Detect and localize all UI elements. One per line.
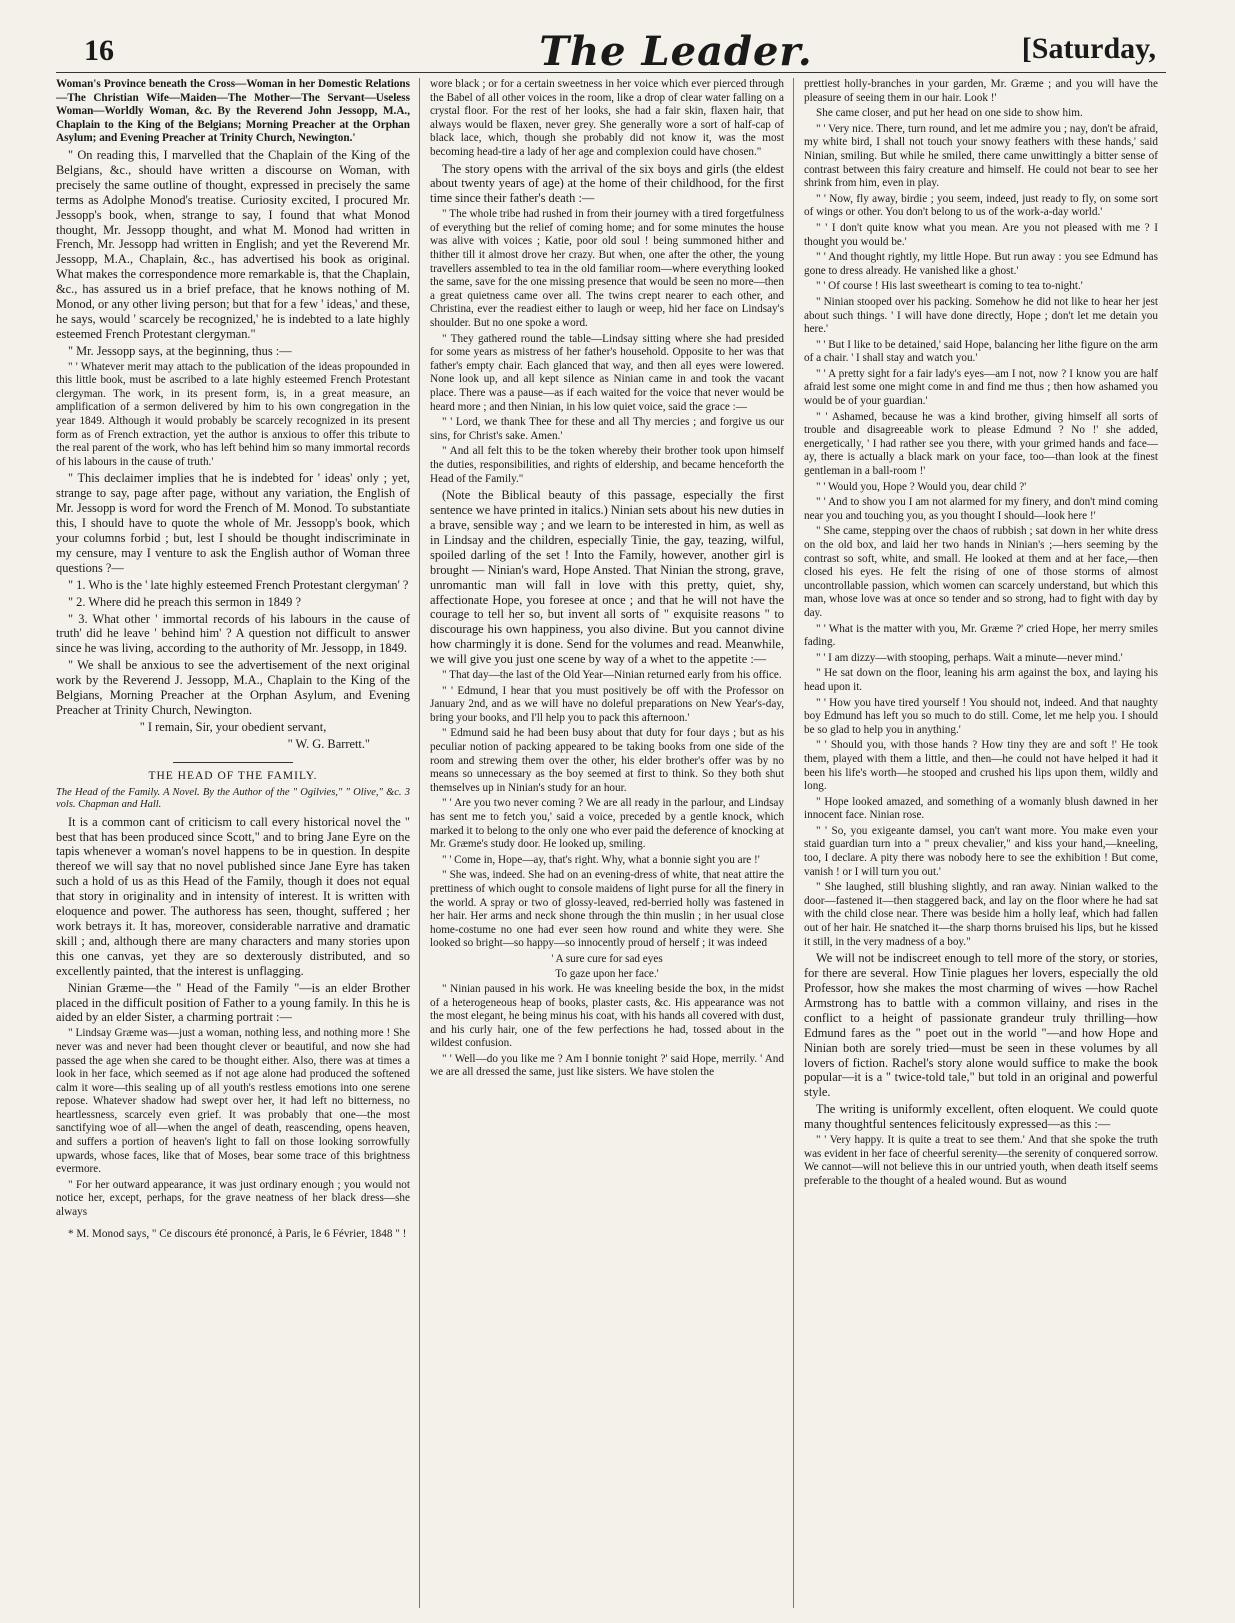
quoted-paragraph: " She was, indeed. She had on an evening-dress of white, that neat attire the prettiness of which ought to console maidens of light purse for all the finery in the world. A spray or two of glossy-leaved, red-berried holly was fastened in her hair. Her arms and neck shone through the thin muslin ; in her usual close home-costume no one had ever seen how round and white they were. She looked so bright—so happy—so innocently proud of herself ; it was indeed [430,869,784,950]
quoted-paragraph: " ' But I like to be detained,' said Hope, balancing her lithe figure on the arm of a chair. ' I shall stay and watch you.' [804,338,1158,365]
paragraph: (Note the Biblical beauty of this passage, especially the first sentence we have printed in italics.) Ninian sets about his new duties in a brave, sensible way ; and we learn to be interested in him, as well as in Lindsay and the children, especially Tinie, the gay, teazing, wilful, spoiled darling of the set ! Into the Family, however, another girl is brought — Ninian's ward, Hope Ansted. That Ninian the strong, grave, unromantic man will fall in love with this pretty, quiet, shy, affectionate Hope, you foresee at once ; and that he will not have the courage to tell her so, but invent all sorts of " exquisite reasons " to discourage his own happiness, you also divine. But you cannot divine how charmingly it is done. Send for the volumes and read. Meanwhile, we will give you just one scene by way of a whet to the appetite :— [430,488,784,667]
quoted-paragraph: " She came, stepping over the chaos of rubbish ; sat down in her white dress on the old box, and laid her two hands in Ninian's ;—hers seeming by the contrast so soft, white, and small. He looked at them and at her face,—then closed his eyes. He felt the rising of one of those storms of almost uncontrollable passion, which women can scarcely understand, but which this man, whose love was at once so tender and so strong, had to fight with day by day. [804,525,1158,619]
quoted-paragraph: " Lindsay Græme was—just a woman, nothing less, and nothing more ! She never was and never had been thought clever or beautiful, and now she had passed the age when she cared to be thought either. Also, there was at times a look in her face, which seemed as if not age alone had produced the softened calm it wore—this sealing up of all youth's restless emotions into one serene repose. Whatever shadow had swept over her, it had left no bitterness, no heartlessness, scarcely even grief. It was probably that one—the most sanctifying woe of all—when the angel of death, reascending, opens heaven, and suffers a portion of heaven's light to fall on those looking sorrowfully upwards, whose faces, like that of Moses, bear some trace of this brightness evermore. [56,1027,410,1176]
quoted-paragraph: " ' I don't quite know what you mean. Are you not pleased with me ? I thought you would be.' [804,221,1158,248]
quoted-paragraph: " ' A pretty sight for a fair lady's eyes—am I not, now ? I know you are half afraid lest some one might come in and find me thus ; then how ashamed you would be of your guardian.' [804,367,1158,408]
column-right [804,78,1158,1608]
paragraph: Ninian Græme—the " Head of the Family "—is an elder Brother placed in the difficult position of Father to a young family. In this he is aided by an elder Sister, a charming portrait :— [56,980,410,1025]
quoted-paragraph: " Edmund said he had been busy about that duty for four days ; but as his peculiar notion of packing appeared to be taking books from one side of the room and strewing them over the other, his elder brother's offer was by no means so unnecessary as the boy seemed at first to think. So they both shut themselves up in Ninian's study for an hour. [430,727,784,794]
quoted-paragraph: " Ninian paused in his work. He was kneeling beside the box, in the midst of a heterogeneous heap of books, plaster casts, &c. His appearance was not the most elegant, he being minus his coat, with his hands all covered with dust, and his curly hair, one of the few perfections he had, tossed about in the wildest confusion. [430,982,784,1050]
quoted-paragraph: " That day—the last of the Old Year—Ninian returned early from his office. [442,669,782,682]
column-left [56,78,410,1608]
quoted-paragraph: " ' Well—do you like me ? Am I bonnie tonight ?' said Hope, merrily. ' And we are all dressed the same, just like sisters. We have stolen the [430,1052,784,1079]
quoted-paragraph: " ' Whatever merit may attach to the publication of the ideas propounded in this little book, must be ascribed to a late highly esteemed French Protestant clergyman. The work, in its present form, is, in a great measure, an amplification of a sermon delivered by him to his own congregation in the year 1849. Although it would probably be scarcely recognized in its present form as of French extraction, yet the author is anxious to offer this tribute to the real parent of the work, who has left behind him so many immortal records of his labours in the cause of truth.' [56,360,410,468]
quoted-paragraph: " ' I am dizzy—with stooping, perhaps. Wait a minute—never mind.' [816,651,1123,664]
paragraph: " 3. What other ' immortal records of his labours in the cause of truth' did he leave ' behind him' ? A question not difficult to answer since he was living, according to the authority of Mr. Jessopp, in 1849. [56,611,410,656]
quoted-paragraph: " For her outward appearance, it was just ordinary enough ; you would not notice her, except, perhaps, for the grave neatness of her black dress—she always [56,1178,410,1219]
quoted-paragraph: " ' Should you, with those hands ? How tiny they are and soft !' He took them, played with them a little, and then—he could not have helped it had it been his life's worth—he stooped and crushed his lips upon them, wildly and long. [804,739,1158,793]
quoted-paragraph: " ' Very happy. It is quite a treat to see them.' And that she spoke the truth was evident in her face of cheerful serenity—the serenity of conquered sorrow. We cannot—will not believe this in our untried youth, when death itself seems preferable to the thought of a healed wound. But as wound [804,1134,1158,1187]
paragraph: The writing is uniformly excellent, often eloquent. We could quote many thoughtful sentences felicitously expressed—as this :— [804,1102,1158,1132]
column-divider [793,78,794,1608]
quoted-paragraph: " ' Are you two never coming ? We are all ready in the parlour, and Lindsay has sent me to fetch you,' said a voice, preceded by a gentle knock, which marked it to belong to the only one who ever paid the deference of knocking at Mr. Græme's study door. He looked up, smiling. [430,797,784,851]
quoted-paragraph: " ' And to show you I am not alarmed for my finery, and don't mind coming near you and touching you, as you thought I should—look here !' [804,496,1158,522]
issue-day: [Saturday, [1021,32,1156,65]
quoted-paragraph: " And all felt this to be the token whereby their brother took upon himself the duties, responsibilities, and rights of eldership, and became henceforth the Head of the Family." [430,445,784,485]
paragraph: " This declaimer implies that he is indebted for ' ideas' only ; yet, strange to say, page after page, without any variation, the English of Mr. Jessopp is word for word the French of M. Monod. To substantiate this, I should have to quote the whole of Mr. Jessopp's book, which your columns forbid ; but, lest I should be thought indiscriminate in my censure, may I venture to ask the English author of Woman three questions ?— [56,471,410,575]
letter-intro: Woman's Province beneath the Cross—Woman in her Domestic Relations—The Christian Wife—Maiden—The Mother—The Servant—Useless Woman—Worldly Woman, &c. By the Reverend John Jessopp, M.A., Chaplain to the King of the Belgians; Morning Preacher at the Orphan Asylum; and Evening Preacher at Trinity Church, Newington.' [56,78,410,145]
quoted-paragraph: " ' Now, fly away, birdie ; you seem, indeed, just ready to fly, on some sort of wings or other. You don't belong to us of the work-a-day world.' [804,192,1158,219]
quoted-paragraph: " ' Would you, Hope ? Would you, dear child ?' [816,480,1027,493]
column-divider [419,78,420,1608]
letter-signature: " W. G. Barrett." [287,736,370,751]
paragraph: " On reading this, I marvelled that the Chaplain of the King of the Belgians, &c., should have written a discourse on Woman, with precisely the same outline of thought, expressed in precisely the same terms as Adolphe Monod's treatise. Curiosity excited, I procured Mr. Jessopp's book, when, strange to say, I found that what Monod thought, Mr. Jessopp thought, and what M. Monod had written in French, Mr. Jessopp had written in English; and yet the Reverend Mr. Jessopp, M.A., Chaplain, &c., has advertised his book as original. What makes the correspondence more remarkable is, that the Chaplain, &c., has assured us in a brief preface, that he knows nothing of M. Monod, or any other living person; but that for a few ' ideas,' and these, he says, would ' scarcely be recognized,' he is indebted to a late highly esteemed French Protestant clergyman." [56,147,410,341]
masthead-title: The Leader. [539,28,813,75]
quoted-paragraph: " The whole tribe had rushed in from their journey with a tired forgetfulness of everything but the relief of coming home; and for some minutes the house was alive with voices ; Katie, poor old soul ! being summoned hither and thither till it almost drove her crazy. But when, one after the other, the young travellers assembled to tea in the old familiar room—where everything looked the same, save for the one missing presence that would be seen no more—then a great quietness came over all. The twins crept nearer to each other, and Christina, ever the readiest either to laugh or weep, hid her face on Lindsay's shoulder. But no one spoke a word. [430,208,784,330]
quoted-paragraph: " Ninian stooped over his packing. Somehow he did not like to hear her jest about such things. ' I will have done directly, Hope ; don't let me detain you here.' [804,295,1158,336]
header-rule [56,72,1166,73]
quoted-paragraph: She came closer, and put her head on one side to show him. [816,107,1083,120]
paragraph: We will not be indiscreet enough to tell more of the story, or stories, for there are several. How Tinie plagues her lovers, especially the old Professor, how she makes the most charming of wives —how Rachel Armstrong has to battle with a common villainy, and rises in the conflict to a height of passionate grandeur truly thrilling—how Edmund fares as the " poet out in the world "—and how Hope and Ninian both are sorely tried—must be seen in these volumes by all lovers of fiction. Rachel's story alone would suffice to make the book popular—it is a " twice-told tale," but told in an original and powerful style. [804,951,1158,1100]
review-title: THE HEAD OF THE FAMILY. [148,769,318,782]
quoted-paragraph: " Hope looked amazed, and something of a womanly blush dawned in her innocent face. Ninian rose. [804,795,1158,822]
quoted-paragraph: " ' So, you exigeante damsel, you can't want more. You make even your staid guardian turn into a " preux chevalier," and kiss your hand,—kneeling, too, I declare. A pity there was nobody here to see the exhibition ! But come, vanish ! or I will turn you out.' [804,824,1158,878]
footnote: * M. Monod says, " Ce discours été prononcé, à Paris, le 6 Février, 1848 " ! [68,1227,407,1240]
page-header [56,28,1156,78]
paragraph: " 2. Where did he preach this sermon in 1849 ? [68,594,301,609]
quoted-paragraph: " ' Edmund, I hear that you must positively be off with the Professor on January 2nd, and as we will have no doleful preparations on New Year's-day, bring your books, and I'll help you to pack this afternoon.' [430,684,784,724]
quoted-paragraph: wore black ; or for a certain sweetness in her voice which ever pierced through the Babel of all other voices in the room, like a drop of clear water falling on a crystal floor. For the rest of her looks, she had a fair skin, flaxen hair, that always would be flaxen, never grey. She generally wore a sort of half-cap of black lace, which, though she probably did not know it, was the most becoming head-tire a lady of her age and complexion could have chosen." [430,78,784,158]
book-citation: The Head of the Family. A Novel. By the Author of the " Ogilvies," " Olive," &c. 3 vols. Chapman and Hall. [56,786,410,811]
quoted-paragraph: " He sat down on the floor, leaning his arm against the box, and laying his head upon it. [804,667,1158,693]
quoted-paragraph: " They gathered round the table—Lindsay sitting where she had presided for some years as mistress of her father's household. Opposite to her was that father's empty chair. Each glanced that way, and then all eyes were lowered. None look up, and all kept silence as Ninian came in and took the vacant place. There was a pause—as if each waited for the voice that never would be heard more ; and then Ninian, in his low quiet voice, said the grace :— [430,332,784,413]
paragraph: It is a common cant of criticism to call every historical novel the " best that has been produced since Scott," and to bring Jane Eyre on the tapis whenever a woman's novel happens to be in question. In despite thereof we will say that no novel published since Jane Eyre has taken such a hold of us as this Head of the Family, though it does not equal that story in originality and in intensity of interest. It is written with eloquence and power. The authoress has seen, thought, suffered ; her work betrays it. It has, moreover, considerable narrative and dramatic skill ; and, although there are many characters and many stories upon this one canvas, yet they are so dexterously distributed, and so excellently painted, that the interest is unflagging. [56,814,410,978]
quoted-paragraph: " ' Ashamed, because he was a kind brother, giving himself all sorts of trouble and disagreeable work to please Edmund ? No !' she added, energetically, ' I had rather see you there, with your grimed hands and face—ay, there is actually a black mark on your face, too—than look at the finest gentleman in a ball-room !' [804,410,1158,478]
paragraph: " Mr. Jessopp says, at the beginning, thus :— [68,343,292,358]
quoted-paragraph: " ' Very nice. There, turn round, and let me admire you ; nay, don't be afraid, my white bird, I shall not touch your snowy feathers with these hands,' said Ninian, smiling. But while he smiled, there came unwittingly a bitter sense of contrast between this fairy creature and himself. He could not bear to see her shrink from him, even in play. [804,122,1158,190]
letter-signoff: " I remain, Sir, your obedient servant, [139,719,327,734]
quoted-paragraph: prettiest holly-branches in your garden, Mr. Græme ; and you will have the pleasure of seeing them in our hair. Look !' [804,78,1158,104]
page-number: 16 [84,34,114,67]
poem-line: To gaze upon her face.' [555,967,659,980]
quoted-paragraph: " ' Come in, Hope—ay, that's right. Why, what a bonnie sight you are !' [442,853,760,866]
quoted-paragraph: " ' How you have tired yourself ! You should not, indeed. And that naughty boy Edmund has left you so much to do still. Come, let me help you. I should be so glad to help you in anything.' [804,696,1158,736]
paragraph: " 1. Who is the ' late highly esteemed French Protestant clergyman' ? [68,577,409,592]
section-divider [173,762,293,763]
quoted-paragraph: " ' Lord, we thank Thee for these and all Thy mercies ; and forgive us our sins, for Christ's sake. Amen.' [430,416,784,442]
quoted-paragraph: " ' And thought rightly, my little Hope. But run away : you see Edmund has gone to dress already. He vanished like a ghost.' [804,251,1158,277]
quoted-paragraph: " She laughed, still blushing slightly, and ran away. Ninian walked to the door—fastened it—then staggered back, and lay on the floor where he had sat with the child close near. There was beside him a holly leaf, which had fallen out of her hair. He snatched it—the sharp thorns bruised his lips, but he kissed it still, in the very madness of a boy." [804,881,1158,948]
paragraph: " We shall be anxious to see the advertisement of the next original work by the Reverend J. Jessopp, M.A., Chaplain to the King of the Belgians, Morning Preacher at the Orphan Asylum, and Evening Preacher at Trinity Church, Newington. [56,658,410,717]
quoted-paragraph: " ' Of course ! His last sweetheart is coming to tea to-night.' [816,280,1083,293]
column-middle [430,78,784,1608]
quoted-paragraph: " ' What is the matter with you, Mr. Græme ?' cried Hope, her merry smiles fading. [804,622,1158,649]
poem-line: ' A sure cure for sad eyes [551,952,663,965]
paragraph: The story opens with the arrival of the six boys and girls (the eldest about twenty years of age) at the home of their childhood, for the first time since their father's death :— [430,161,784,206]
